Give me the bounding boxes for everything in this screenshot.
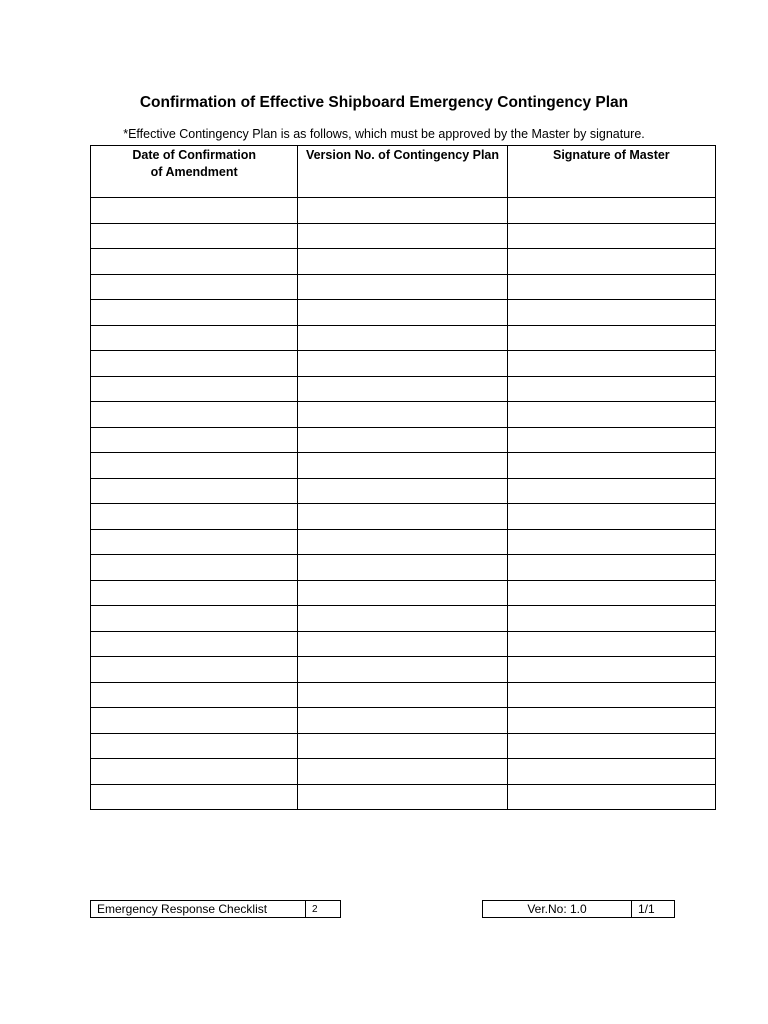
cell-date[interactable]: [91, 478, 298, 504]
table-row: [91, 427, 716, 453]
cell-signature[interactable]: [507, 733, 715, 759]
cell-version[interactable]: [298, 784, 507, 810]
cell-date[interactable]: [91, 784, 298, 810]
cell-signature[interactable]: [507, 657, 715, 683]
cell-signature[interactable]: [507, 300, 715, 326]
table-row: [91, 657, 716, 683]
cell-date[interactable]: [91, 325, 298, 351]
cell-version[interactable]: [298, 555, 507, 581]
cell-signature[interactable]: [507, 682, 715, 708]
cell-date[interactable]: [91, 708, 298, 734]
table-row: [91, 351, 716, 377]
table-row: [91, 682, 716, 708]
footer-checklist-box: [90, 900, 341, 918]
cell-date[interactable]: [91, 453, 298, 479]
table-row: [91, 402, 716, 428]
table-row: [91, 529, 716, 555]
cell-signature[interactable]: [507, 759, 715, 785]
cell-signature[interactable]: [507, 325, 715, 351]
cell-date[interactable]: [91, 300, 298, 326]
cell-date[interactable]: [91, 606, 298, 632]
table-row: [91, 274, 716, 300]
document-title: Confirmation of Effective Shipboard Emergency Contingency Plan: [139, 94, 629, 111]
cell-date[interactable]: [91, 198, 298, 224]
cell-date[interactable]: [91, 733, 298, 759]
cell-date[interactable]: [91, 351, 298, 377]
table-row: [91, 376, 716, 402]
cell-signature[interactable]: [507, 784, 715, 810]
cell-version[interactable]: [298, 427, 507, 453]
cell-date[interactable]: [91, 555, 298, 581]
cell-version[interactable]: [298, 325, 507, 351]
cell-date[interactable]: [91, 274, 298, 300]
table-row: [91, 733, 716, 759]
cell-signature[interactable]: [507, 274, 715, 300]
cell-date[interactable]: [91, 402, 298, 428]
table-row: [91, 580, 716, 606]
table-row: [91, 708, 716, 734]
footer-version: Ver.No: 1.0: [483, 901, 632, 918]
cell-date[interactable]: [91, 223, 298, 249]
cell-version[interactable]: [298, 300, 507, 326]
cell-date[interactable]: [91, 376, 298, 402]
cell-version[interactable]: [298, 274, 507, 300]
cell-version[interactable]: [298, 529, 507, 555]
cell-signature[interactable]: [507, 580, 715, 606]
footer-checklist-number: 2: [306, 901, 341, 918]
cell-version[interactable]: [298, 631, 507, 657]
cell-version[interactable]: [298, 453, 507, 479]
cell-signature[interactable]: [507, 478, 715, 504]
cell-signature[interactable]: [507, 198, 715, 224]
cell-date[interactable]: [91, 427, 298, 453]
table-row: [91, 555, 716, 581]
cell-signature[interactable]: [507, 402, 715, 428]
cell-version[interactable]: [298, 249, 507, 275]
cell-signature[interactable]: [507, 223, 715, 249]
confirmation-table: [90, 145, 716, 810]
cell-date[interactable]: [91, 657, 298, 683]
document-note: *Effective Contingency Plan is as follows, which must be approved by the Master by signature.: [123, 127, 645, 141]
cell-signature[interactable]: [507, 529, 715, 555]
table-row: [91, 478, 716, 504]
cell-signature[interactable]: [507, 249, 715, 275]
header-date-of-confirmation: Date of Confirmation of Amendment: [91, 146, 298, 198]
footer-checklist-label: Emergency Response Checklist: [91, 901, 306, 918]
cell-version[interactable]: [298, 733, 507, 759]
cell-version[interactable]: [298, 708, 507, 734]
table-row: [91, 504, 716, 530]
cell-version[interactable]: [298, 657, 507, 683]
table-row: [91, 453, 716, 479]
cell-version[interactable]: [298, 223, 507, 249]
table-row: [91, 198, 716, 224]
table-body: [91, 198, 716, 810]
table-header-row: [91, 146, 716, 198]
cell-date[interactable]: [91, 682, 298, 708]
cell-signature[interactable]: [507, 555, 715, 581]
cell-signature[interactable]: [507, 631, 715, 657]
cell-date[interactable]: [91, 580, 298, 606]
cell-signature[interactable]: [507, 351, 715, 377]
cell-signature[interactable]: [507, 427, 715, 453]
table-row: [91, 249, 716, 275]
table-row: [91, 759, 716, 785]
table-row: [91, 300, 716, 326]
cell-signature[interactable]: [507, 708, 715, 734]
table-row: [91, 784, 716, 810]
header-version-no: Version No. of Contingency Plan: [298, 146, 507, 198]
cell-version[interactable]: [298, 402, 507, 428]
cell-date[interactable]: [91, 249, 298, 275]
cell-signature[interactable]: [507, 606, 715, 632]
cell-date[interactable]: [91, 759, 298, 785]
cell-version[interactable]: [298, 478, 507, 504]
cell-version[interactable]: [298, 376, 507, 402]
cell-version[interactable]: [298, 682, 507, 708]
cell-date[interactable]: [91, 504, 298, 530]
cell-date[interactable]: [91, 529, 298, 555]
table-row: [91, 631, 716, 657]
cell-version[interactable]: [298, 580, 507, 606]
cell-version[interactable]: [298, 759, 507, 785]
footer-version-box: [482, 900, 675, 918]
footer-page-number: 1/1: [632, 901, 675, 918]
table-row: [91, 606, 716, 632]
table-row: [91, 223, 716, 249]
cell-version[interactable]: [298, 606, 507, 632]
cell-date[interactable]: [91, 631, 298, 657]
cell-version[interactable]: [298, 198, 507, 224]
cell-version[interactable]: [298, 351, 507, 377]
cell-version[interactable]: [298, 504, 507, 530]
cell-signature[interactable]: [507, 376, 715, 402]
cell-signature[interactable]: [507, 453, 715, 479]
table-row: [91, 325, 716, 351]
header-signature-of-master: Signature of Master: [507, 146, 715, 198]
cell-signature[interactable]: [507, 504, 715, 530]
